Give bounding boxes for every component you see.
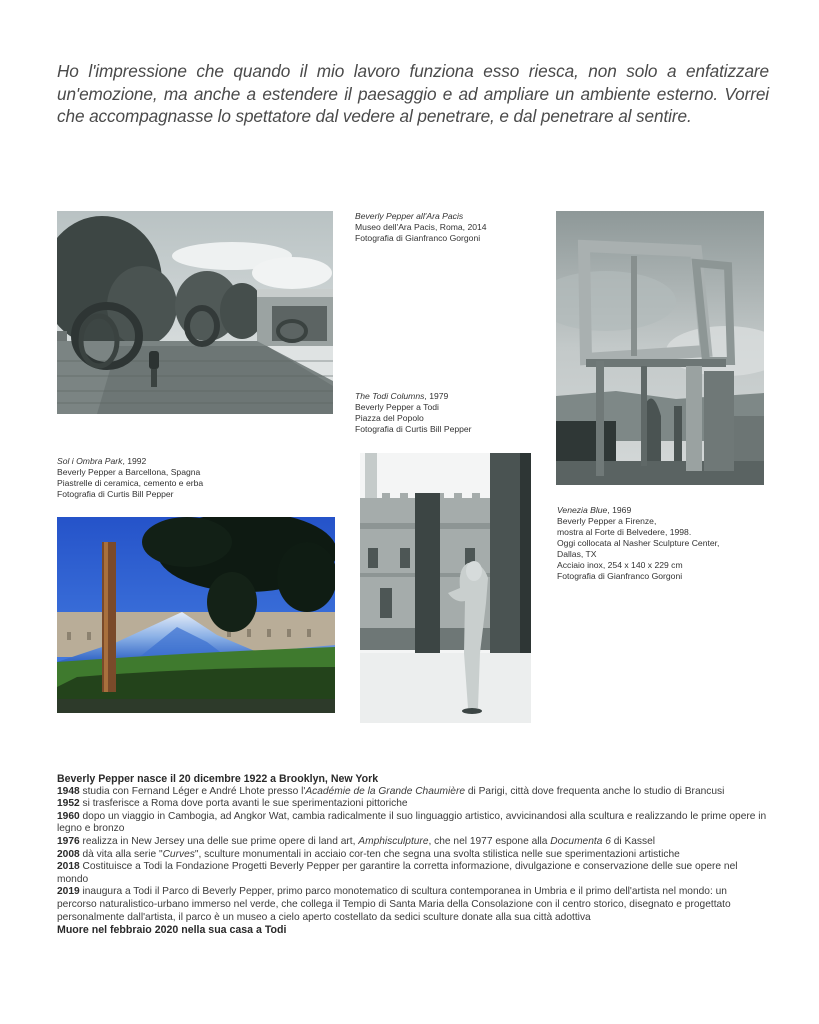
bio-year: 2008 [57,848,80,860]
caption-title: Sol i Ombra Park [57,456,123,466]
bio-text: ", sculture monumentali in acciaio cor-ten che segna una svolta stilistica nelle sue sperimentazioni artistiche [194,848,680,860]
caption-line: Fotografia di Gianfranco Gorgoni [355,233,481,243]
bio-entry-1952 [57,798,769,811]
bio-text: si trasferisce a Roma dove porta avanti le sue sperimentazioni pittoriche [79,798,408,810]
caption-line: Fotografia di Gianfranco Gorgoni [557,571,683,581]
bio-year: 1948 [57,785,80,797]
bio-text: , che nel 1977 espone alla [428,835,551,847]
caption-line: Museo dell'Ara Pacis, Roma, 2014 [355,222,487,232]
caption-year: , 1969 [607,505,632,515]
bio-heading: Beverly Pepper nasce il 20 dicembre 1922 a Brooklyn, New York [57,773,379,785]
bio-text-italic: Académie de la Grande Chaumière [305,785,466,797]
caption-ara-pacis [355,211,487,244]
bio-text: di Parigi, città dove frequenta anche lo studio di Brancusi [465,785,725,797]
caption-line: Acciaio inox, 254 x 140 x 229 cm [557,560,683,570]
bio-year: 1960 [57,810,80,822]
bio-year: 2019 [57,886,80,898]
caption-year: , 1979 [424,391,449,401]
caption-line: Dallas, TX [557,549,597,559]
caption-line: Beverly Pepper a Todi [355,402,439,412]
bio-text: dopo un viaggio in Cambogia, ad Angkor Wat, cambia radicalmente il suo linguaggio artistico, avvicinandosi alla scultura e realizzando le prime opere in legno e bronzo [57,810,767,835]
caption-line: Piastrelle di ceramica, cemento e erba [57,478,204,488]
caption-todi-columns [355,391,472,435]
biography [57,773,769,937]
bio-entry-1976 [57,836,769,849]
caption-venezia-blue [557,505,719,582]
ara-pacis-image [57,211,333,414]
bio-entry-1960 [57,811,769,836]
bio-text: di Kassel [610,835,656,847]
bio-text: Costituisce a Todi la Fondazione Progetti Beverly Pepper per garantire la corretta informazione, divulgazione e conservazione delle sue opere nel mondo [57,861,738,885]
bio-entry-2008 [57,849,769,862]
caption-sol-i-ombra [57,456,203,500]
bio-text-italic: Amphisculpture [358,835,429,847]
caption-line: Beverly Pepper a Firenze, [557,516,657,526]
photo-todi-columns [360,453,531,723]
caption-line: Beverly Pepper a Barcellona, Spagna [57,467,201,477]
photo-venezia-blue [556,211,764,485]
venezia-blue-image [556,211,764,485]
artist-quote: Ho l'impressione che quando il mio lavoro funziona esso riesca, non solo a enfatizzare un'emozione, ma anche a estendere il paesaggio e ad ampliare un ambiente esterno. Vorrei che accompagnasse lo spettatore dal vedere al penetrare, e dal penetrare al sentire. [57,61,769,126]
caption-line: Fotografia di Curtis Bill Pepper [355,424,472,434]
bio-text-italic: Documenta 6 [550,835,611,847]
caption-title: Beverly Pepper all'Ara Pacis [355,211,464,221]
caption-line: mostra al Forte di Belvedere, 1998. [557,527,692,537]
sol-i-ombra-image [57,517,335,713]
bio-year: 1952 [57,798,80,810]
caption-line: Oggi collocata al Nasher Sculpture Center, [557,538,720,548]
bio-year: 2018 [57,861,80,873]
bio-text: studia con Fernand Léger e André Lhote presso l' [79,785,306,797]
bio-year: 1976 [57,835,80,847]
bio-entry-2018 [57,861,769,886]
caption-title: Venezia Blue [557,505,608,515]
todi-columns-image [360,453,531,723]
bio-text: inaugura a Todi il Parco di Beverly Pepper, primo parco monotematico di scultura contemporanea in Umbria e il primo dell'artista nel mondo: un percorso naturalistico-urbano immerso nel verde, che collega il Tempio di Santa Maria della Consolazione con il centro storico, disegnato e progettato personalmente dall'artista, il parco è un museo a cielo aperto costellato da sedici sculture donate alla sua città adottiva [57,886,731,923]
bio-entry-2019 [57,886,769,924]
bio-entry-1948 [57,786,769,799]
caption-line: Piazza del Popolo [355,413,424,423]
caption-line: Fotografia di Curtis Bill Pepper [57,489,174,499]
bio-text: realizza in New Jersey una delle sue prime opere di land art, [79,835,359,847]
caption-title: The Todi Columns [355,391,425,401]
bio-text: dà vita alla serie " [79,848,163,860]
photo-ara-pacis [57,211,333,414]
caption-year: , 1992 [122,456,147,466]
photo-sol-i-ombra [57,517,335,713]
bio-text-italic: Curves [162,848,195,860]
bio-closing: Muore nel febbraio 2020 nella sua casa a Todi [57,924,287,937]
